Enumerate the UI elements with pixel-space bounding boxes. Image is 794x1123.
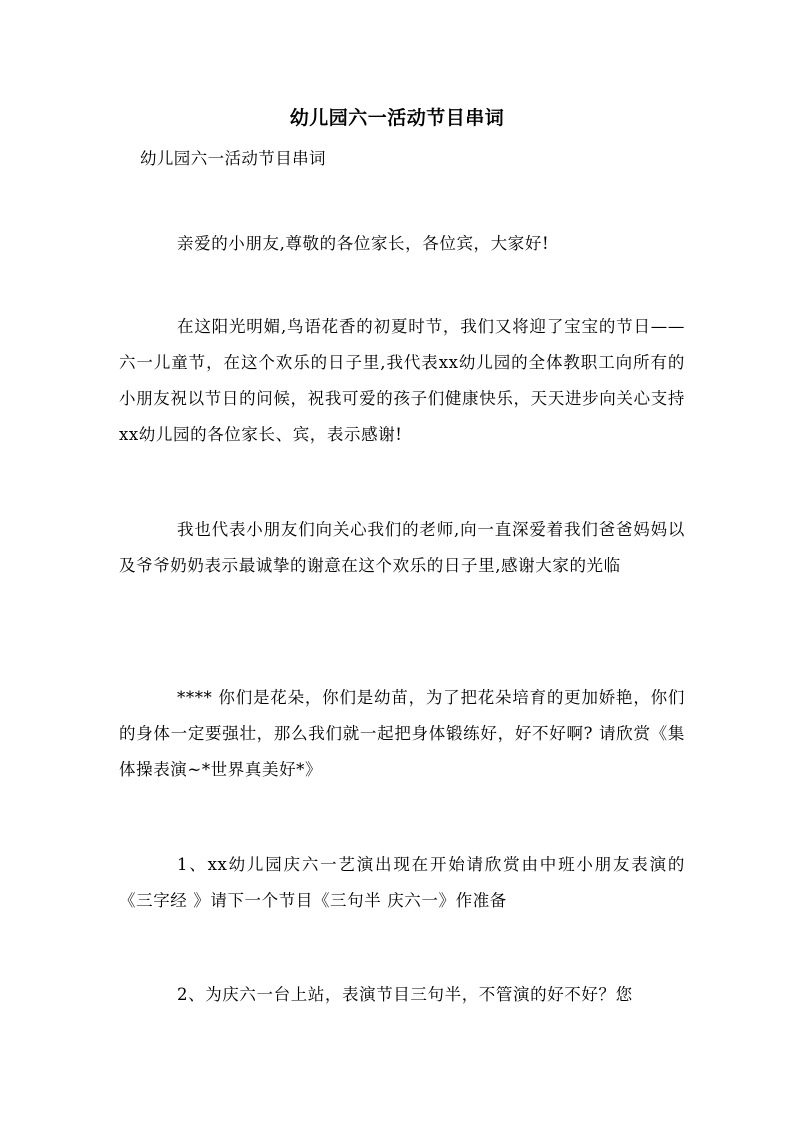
paragraph-thanks: 我也代表小朋友们向关心我们的老师,向一直深爱着我们爸爸妈妈以及爷爷奶奶表示最诚挚的谢意在这个欢乐的日子里,感谢大家的光临 [119,520,685,575]
paragraph-opening: 在这阳光明媚,鸟语花香的初夏时节，我们又将迎了宝宝的节日——六一儿童节，在这个欢乐的日子里,我代表xx幼儿园的全体教职工向所有的小朋友祝以节日的问候，祝我可爱的孩子们健康快乐，天天进步向关心支持xx幼儿园的各位家长、宾，表示感谢! [119,317,685,444]
paragraph-greeting: 亲爱的小朋友,尊敬的各位家长，各位宾，大家好! [177,234,550,253]
paragraph-program-intro: **** 你们是花朵，你们是幼苗，为了把花朵培育的更加娇艳，你们的身体一定要强壮，那么我们就一起把身体锻练好，好不好啊? 请欣赏《集体操表演~*世界真美好*》 [119,688,685,779]
paragraph-item-2: 2、为庆六一台上站，表演节目三句半，不管演的好不好？您 [177,985,633,1004]
paragraph-item-1: 1、xx幼儿园庆六一艺演出现在开始请欣赏由中班小朋友表演的《三字经 》请下一个节目《三句半 庆六一》作准备 [119,855,685,910]
document-title: 幼儿园六一活动节目串词 [289,107,505,129]
document-subtitle: 幼儿园六一活动节目串词 [140,149,326,168]
